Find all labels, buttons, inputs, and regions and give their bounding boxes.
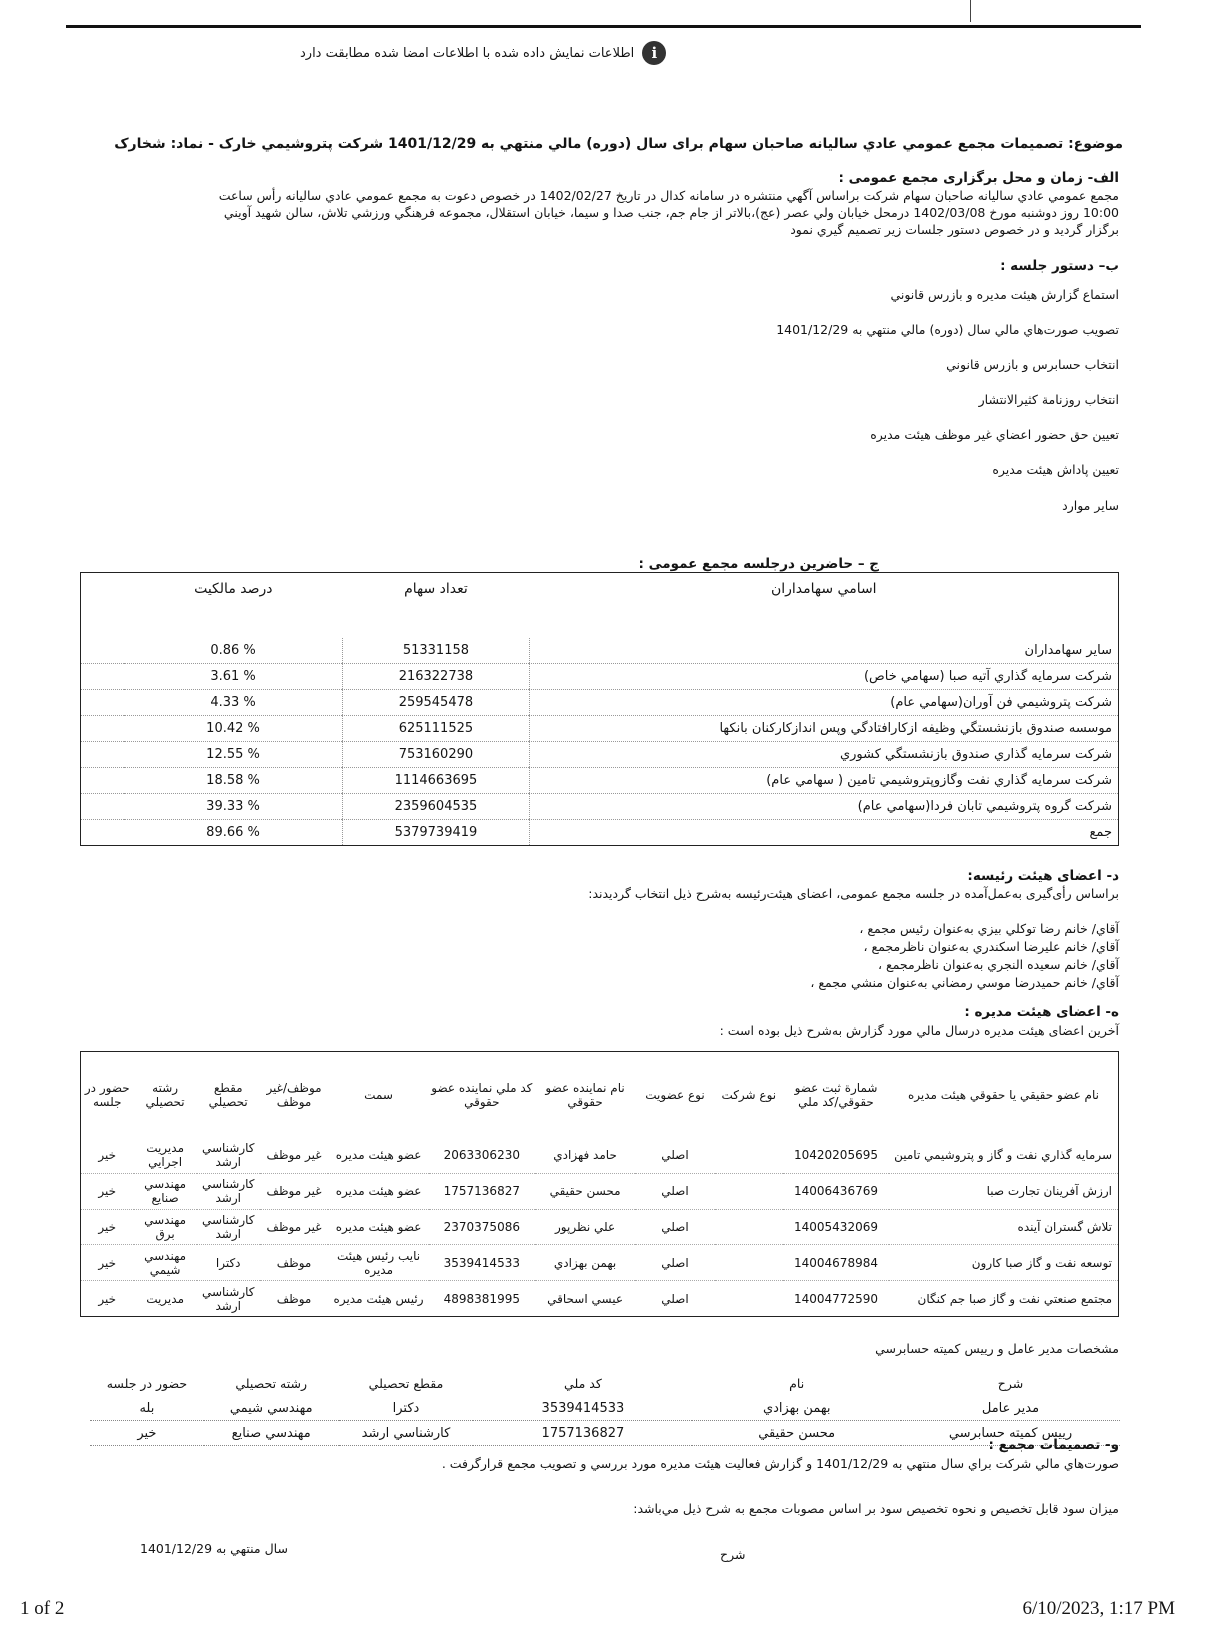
table-row: شركت سرمايه گذاري نفت وگازوپتروشيمي تامين ( سهامي عام) 1114663695 % 18.58 bbox=[81, 767, 1119, 793]
board-members-table bbox=[80, 1051, 1119, 1317]
section-a-line3: برگزار گرديد و در خصوص دستور جلسات زير تصميم گيري نمود bbox=[790, 222, 1119, 237]
header-membership: نوع عضويت bbox=[645, 1088, 705, 1102]
table-row: مدير عامل بهمن بهزادي 3539414533 دكترا مهندسي شيمي بله bbox=[90, 1396, 1120, 1421]
table-row: مجتمع صنعتي نفت و گاز صبا جم كنگان 14004772590 اصلي عيسي اسحاقي 4898381995 رئيس هيئت مديره موظف كارشناسي ارشد مديريت خير bbox=[81, 1281, 1119, 1317]
table-header-row bbox=[90, 1370, 1120, 1396]
header-percent: درصد مالكيت bbox=[194, 581, 273, 597]
header-field: رشته تحصيلي bbox=[235, 1375, 308, 1391]
section-a-title: الف- زمان و محل برگزاری مجمع عمومی : bbox=[838, 170, 1119, 186]
shareholders-table bbox=[80, 572, 1119, 846]
page-number: 1 of 2 bbox=[20, 1598, 65, 1619]
agenda-item: انتخاب روزنامة كثيرالانتشار bbox=[978, 392, 1119, 407]
section-f-title: و- تصميمات مجمع : bbox=[988, 1437, 1119, 1453]
notice-text: اطلاعات نمايش داده شده با اطلاعات امضا شده مطابقت دارد bbox=[300, 45, 635, 61]
section-e-intro: آخرين اعضاى هيئت مديره درسال مالي مورد گزارش به‌شرح ذيل بوده است : bbox=[719, 1023, 1119, 1038]
agenda-item: تعيين پاداش هيئت مديره bbox=[992, 462, 1119, 477]
table-row: ساير سهامداران 51331158 % 0.86 bbox=[81, 638, 1119, 663]
top-divider-tick bbox=[970, 0, 971, 22]
header-company-type: نوع شركت bbox=[721, 1088, 777, 1102]
table-row: شركت سرمايه گذاري آتيه صبا (سهامي خاص) 216322738 % 3.61 bbox=[81, 663, 1119, 689]
table-row: توسعه نفت و گاز صبا كارون 14004678984 اصلي بهمن بهزادي 3539414533 نايب رئيس هيئت مديره موظف دكترا مهندسي شيمي خير bbox=[81, 1245, 1119, 1281]
section-a-line2: 10:00 روز دوشنبه مورخ 1402/03/08 درمحل خيابان ولي عصر (عج)،بالاتر از جام جم، جنب صدا و سيما، خيابان استقلال، مجموعه فرهنگي ورزشي تلاش، سالن شهيد آويني bbox=[223, 205, 1119, 220]
table-row: سرمايه گذاري نفت و گاز و پتروشيمي تامين 10420205695 اصلي حامد فهزادي 2063306230 عضو هيئت مديره غير موظف كارشناسي ارشد مديريت اجرايي خير bbox=[81, 1138, 1119, 1173]
agenda-item: انتخاب حسابرس و بازرس قانوني bbox=[946, 357, 1119, 372]
section-e-title: ه- اعضای هیئت مدیره : bbox=[964, 1004, 1119, 1020]
table-row: شركت پتروشيمي فن آوران(سهامي عام) 259545478 % 4.33 bbox=[81, 689, 1119, 715]
print-datetime: 6/10/2023, 1:17 PM bbox=[1022, 1598, 1175, 1619]
presidium-member: آقاي/ خانم عليرضا اسكندري به‌عنوان ناظرمجمع ، bbox=[863, 939, 1119, 954]
header-member: نام عضو حقيقي يا حقوقي هيئت مديره bbox=[907, 1088, 1099, 1102]
section-f-line1: صورت‌هاي مالي شركت براي سال منتهي به 1401/12/29 و گزارش فعاليت هيئت مديره مورد بررسي و تصويب مجمع قرارگرفت . bbox=[441, 1456, 1119, 1471]
header-name: نام bbox=[789, 1375, 805, 1391]
section-f-line2: ميزان سود قابل تخصيص و نحوه تخصيص سود بر اساس مصوبات مجمع به شرح ذيل مي‌باشد: bbox=[633, 1501, 1119, 1516]
signature-notice bbox=[300, 38, 810, 68]
table-header-row bbox=[81, 1052, 1119, 1139]
header-national-code: كد ملي نماينده عضو حقوقي bbox=[431, 1081, 533, 1109]
profit-year-header: سال منتهي به 1401/12/29 bbox=[140, 1541, 288, 1556]
agenda-item: ساير موارد bbox=[1062, 498, 1119, 513]
presidium-member: آقاي/ خانم رضا توكلي بيزي به‌عنوان رئيس مجمع ، bbox=[859, 921, 1119, 936]
table-row: شركت سرمايه گذاري صندوق بازنشستگي كشوري 753160290 % 12.55 bbox=[81, 741, 1119, 767]
section-d-title: د- اعضای هیئت رئیسه: bbox=[967, 868, 1119, 884]
header-field: رشته تحصيلي bbox=[145, 1081, 185, 1109]
header-shares: تعداد سهام bbox=[404, 581, 468, 597]
header-degree: مقطع تحصيلي bbox=[368, 1375, 444, 1391]
table-row: شركت گروه پتروشيمي تابان فردا(سهامي عام) 2359604535 % 39.33 bbox=[81, 793, 1119, 819]
section-b-title: ب– دستور جلسه : bbox=[1000, 258, 1119, 274]
header-position: سمت bbox=[364, 1088, 393, 1102]
agenda-item: استماع گزارش هيئت مديره و بازرس قانوني bbox=[890, 287, 1119, 302]
agenda-item: تعيين حق حضور اعضاي غير موظف هيئت مديره bbox=[870, 427, 1119, 442]
table-row: رييس كميته حسابرسي محسن حقيقي 1757136827 كارشناسي ارشد مهندسي صنايع خير bbox=[90, 1421, 1120, 1446]
profit-desc-header: شرح bbox=[720, 1547, 746, 1562]
ceo-section-title: مشخصات مدير عامل و رييس كميته حسابرسي bbox=[875, 1341, 1119, 1356]
table-total-row: جمع 5379739419 % 89.66 bbox=[81, 819, 1119, 845]
header-shareholder-name: اسامي سهامداران bbox=[770, 581, 877, 597]
section-d-intro: براساس رأی‌گیری به‌عمل‌آمده در جلسه مجمع عمومی، اعضای هیئت‌رئیسه به‌شرح ذیل انتخاب گردیدند: bbox=[588, 886, 1119, 901]
section-a-line1: مجمع عمومي عادي ساليانه صاحبان سهام شركت براساس آگهي منتشره در سامانه كدال در تاريخ 1402/02/27 در خصوص دعوت به مجمع عمومي عادي ساليانه رأس ساعت bbox=[218, 188, 1119, 203]
header-desc: شرح bbox=[997, 1375, 1024, 1391]
agenda-item: تصويب صورت‌هاي مالي سال (دوره) مالي منتهي به 1401/12/29 bbox=[776, 322, 1119, 337]
table-row: ارزش آفرينان تجارت صبا 14006436769 اصلي محسن حقيقي 1757136827 عضو هيئت مديره غير موظف كارشناسي ارشد مهندسي صنايع خير bbox=[81, 1173, 1119, 1209]
header-reg: شمارة ثبت عضو حقوقي/كد ملي bbox=[794, 1081, 878, 1109]
header-attendance: حضور در جلسه bbox=[106, 1375, 188, 1391]
info-icon: i bbox=[642, 41, 666, 65]
header-duty: موظف/غير موظف bbox=[266, 1081, 322, 1109]
section-c-title: ج – حاضرين درجلسه مجمع عمومی : bbox=[638, 556, 879, 572]
header-attendance: حضور در جلسه bbox=[84, 1081, 130, 1109]
header-rep-name: نام نماينده عضو حقوقي bbox=[545, 1081, 625, 1109]
table-row: تلاش گستران آينده 14005432069 اصلي علي نظرپور 2370375086 عضو هيئت مديره غير موظف كارشناسي ارشد مهندسي برق خير bbox=[81, 1209, 1119, 1245]
table-header-row bbox=[81, 573, 1119, 639]
presidium-member: آقاي/ خانم حميدرضا موسي رمضاني به‌عنوان منشي مجمع ، bbox=[810, 975, 1119, 990]
table-row: موسسه صندوق بازنشستگي وظيفه ازكارافتادگي وپس اندازكاركنان بانكها 625111525 % 10.42 bbox=[81, 715, 1119, 741]
top-rule bbox=[66, 25, 1141, 28]
header-code: كد ملي bbox=[564, 1375, 602, 1391]
presidium-member: آقاي/ خانم سعيده النجري به‌عنوان ناظرمجمع ، bbox=[878, 957, 1119, 972]
header-degree: مقطع تحصيلي bbox=[208, 1081, 248, 1109]
ceo-table bbox=[90, 1370, 1120, 1446]
subject-title: موضوع: تصميمات مجمع عمومي عادي ساليانه صاحبان سهام براى سال (دوره) مالي منتهي به 1401/12/29 شركت پتروشيمي خارک - نماد: شخارک bbox=[114, 136, 1123, 152]
